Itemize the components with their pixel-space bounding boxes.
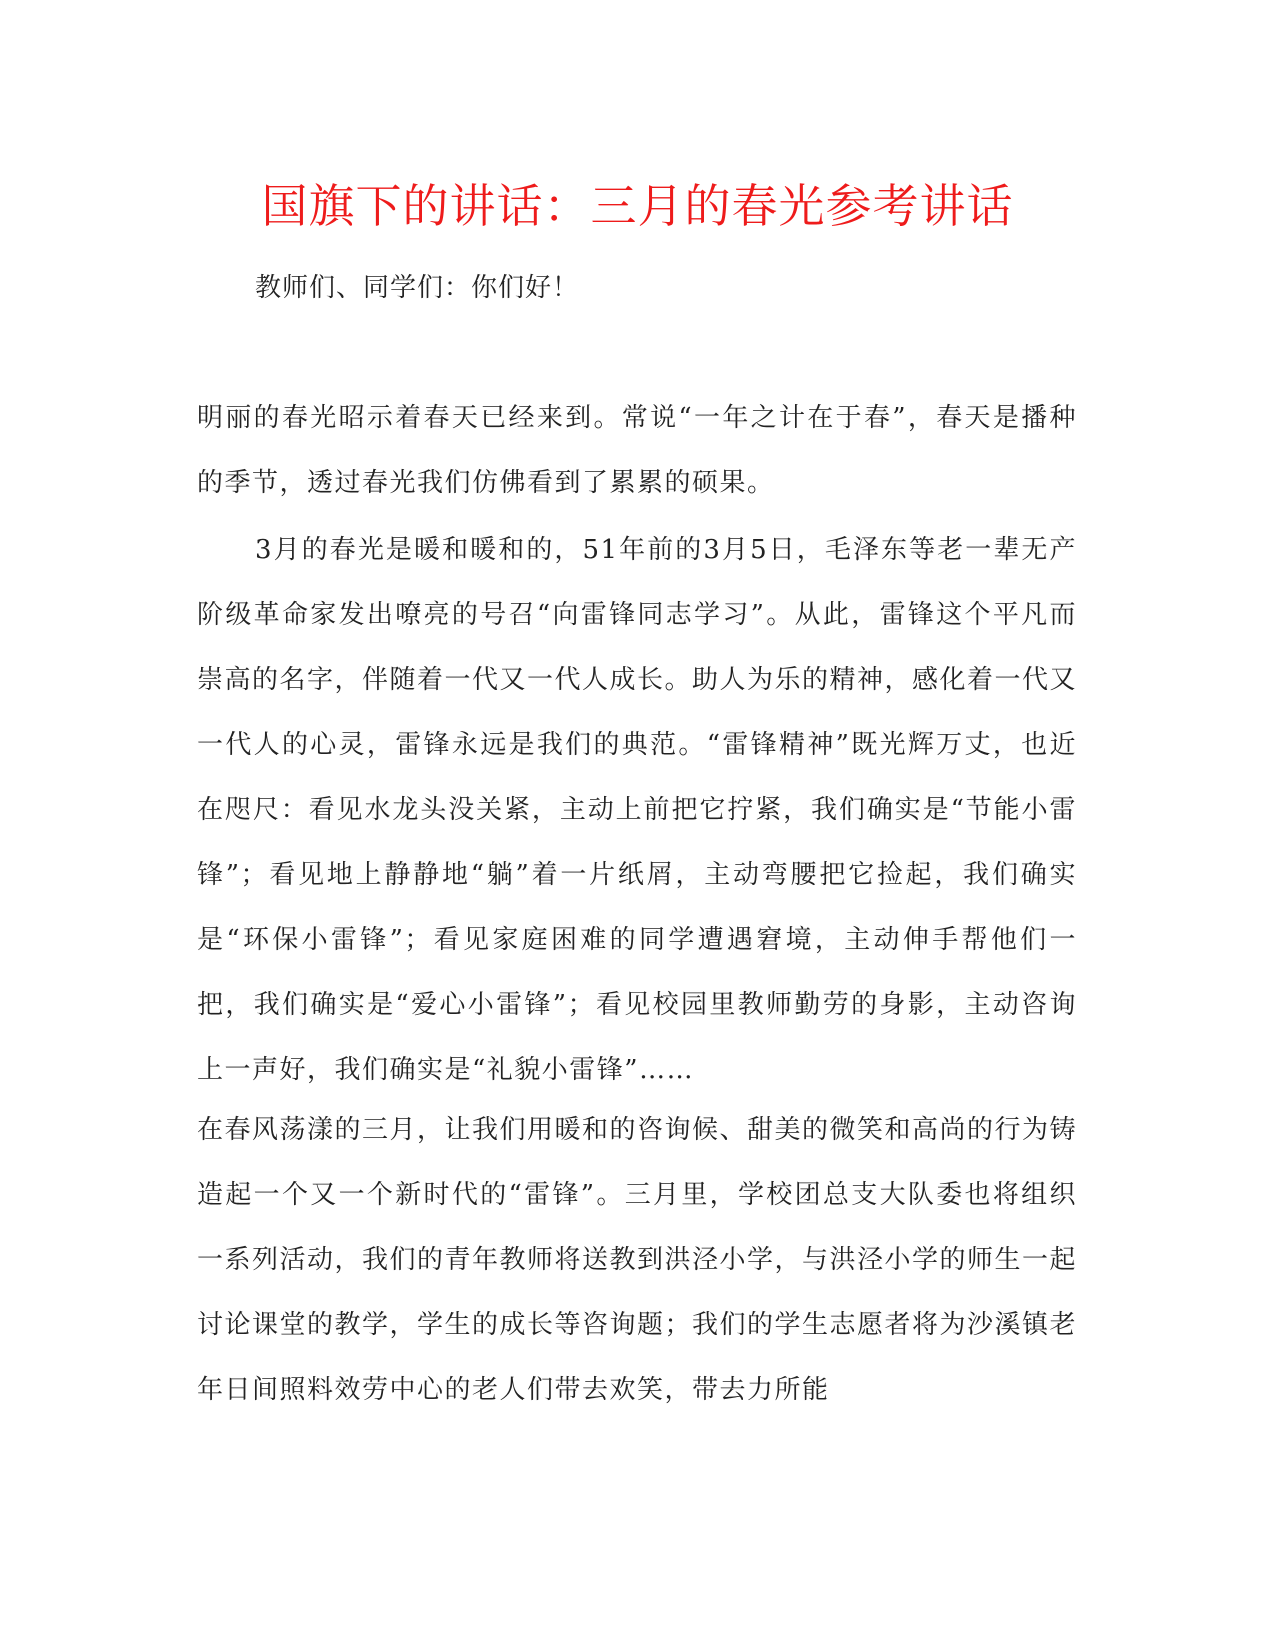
paragraph-1: 明丽的春光昭示着春天已经来到。常说“一年之计在于春”，春天是播种的季节，透过春光我们仿佛看到了累累的硕果。 — [197, 403, 1077, 498]
document-title: 国旗下的讲话：三月的春光参考讲话 — [261, 179, 1014, 233]
paragraph-2: 3月的春光是暖和暖和的，51年前的3月5日，毛泽东等老一辈无产阶级革命家发出嘹亮的号召“向雷锋同志学习”。从此，雷锋这个平凡而崇高的名字，伴随着一代又一代人成长。助人为乐的精神，感化着一代又一代人的心灵，雷锋永远是我们的典范。“雷锋精神”既光辉万丈，也近在咫尺：看见水龙头没关紧，主动上前把它拧紧，我们确实是“节能小雷锋”；看见地上静静地“躺”着一片纸屑，主动弯腰把它捡起，我们确实是“环保小雷锋”；看见家庭困难的同学遭遇窘境，主动伸手帮他们一把，我们确实是“爱心小雷锋”；看见校园里教师勤劳的身影，主动咨询上一声好，我们确实是“礼貌小雷锋”…… — [197, 535, 1078, 1085]
greeting-line: 教师们、同学们：你们好！ — [255, 273, 580, 303]
paragraph-3: 在春风荡漾的三月，让我们用暖和的咨询候、甜美的微笑和高尚的行为铸造起一个又一个新时代的“雷锋”。三月里，学校团总支大队委也将组织一系列活动，我们的青年教师将送教到洪泾小学，与洪泾小学的师生一起讨论课堂的教学，学生的成长等咨询题；我们的学生志愿者将为沙溪镇老年日间照料效劳中心的老人们带去欢笑，带去力所能 — [197, 1115, 1078, 1405]
